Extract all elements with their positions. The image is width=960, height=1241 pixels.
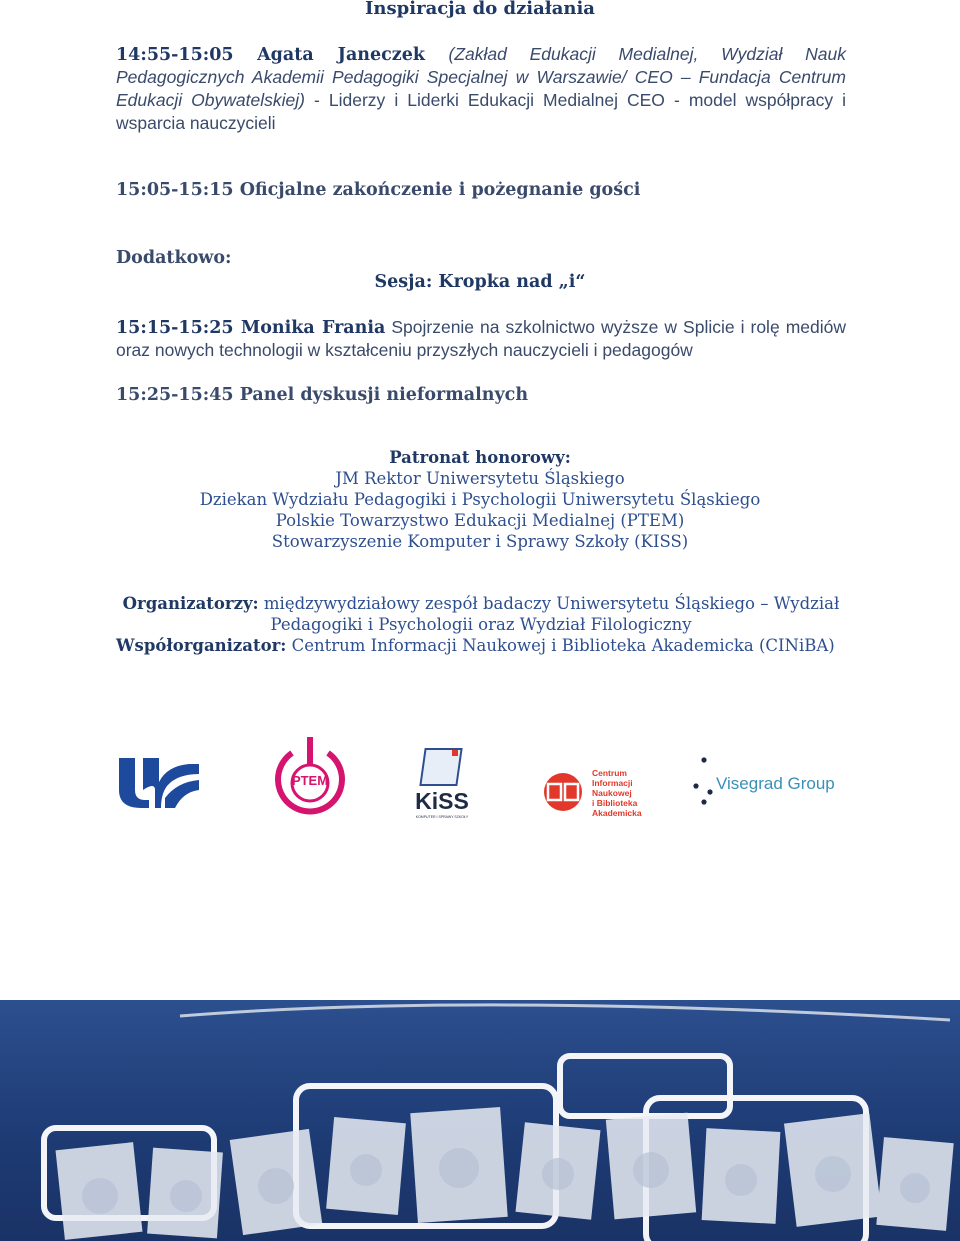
ptem-text: PTEM (291, 773, 329, 788)
speech-bubbles-graphic (0, 1000, 960, 1241)
patronage-line: Dziekan Wydziału Pedagogiki i Psychologii Uniwersytetu Śląskiego (199, 490, 761, 509)
session-title: Sesja: Kropka nad „i“ (374, 272, 586, 292)
ciniba-logo (540, 768, 640, 820)
item-time: 14:55-15:05 (116, 45, 234, 65)
item-topic: Spojrzenie na szkolnictwo wyższe w Splicie i rolę mediów oraz nowych technologii w kształceniu przyszłych nauczycieli i pedagogów (116, 317, 846, 360)
item-affiliation: (Zakład Edukacji Medialnej, Wydział Nauk Pedagogicznych Akademii Pedagogiki Specjalnej w Warszawie/ CEO – Fundacja Centrum Edukacji Obywatelskiej) (116, 44, 846, 110)
patronage-block (0, 447, 960, 552)
patronage-line: Polskie Towarzystwo Edukacji Medialnej (PTEM) (275, 511, 685, 530)
extra-label: Dodatkowo: (116, 248, 232, 268)
organizers-block (116, 593, 846, 656)
ptem-logo (262, 735, 358, 829)
visegrad-logo (692, 756, 842, 808)
page-title: Inspiracja do działania (365, 0, 595, 19)
kiss-text: KiSS (415, 788, 469, 814)
item-topic: - Liderzy i Liderki Edukacji Medialnej CEO - model współpracy i wsparcia nauczycieli (116, 90, 846, 133)
coorganizer-text: Centrum Informacji Naukowej i Biblioteka Akademicka (CINiBA) (286, 636, 835, 655)
agenda-item-panel: 15:25-15:45 Panel dyskusji nieformalnych (116, 385, 529, 405)
agenda-item-closing: 15:05-15:15 Oficjalne zakończenie i pożegnanie gości (116, 180, 641, 200)
organizers-text: międzywydziałowy zespół badaczy Uniwersytetu Śląskiego – Wydział Pedagogiki i Psychologii oraz Wydział Filologiczny (258, 594, 840, 634)
kiss-sub: KOMPUTER I SPRAWY SZKOŁY (415, 815, 469, 819)
item-time-speaker: 15:15-15:25 Monika Frania (116, 318, 386, 338)
organizers-label: Organizatorzy: (122, 594, 259, 613)
university-silesia-logo (115, 752, 201, 814)
organizers-line (116, 593, 846, 635)
agenda-item-frania (116, 316, 846, 362)
patronage-line: JM Rektor Uniwersytetu Śląskiego (335, 469, 625, 488)
coorganizer-label: Współorganizator: (116, 636, 287, 655)
agenda-item-janeczek (116, 43, 846, 135)
ciniba-text: Centrum Informacji Naukowej i Biblioteka Akademicka (592, 768, 642, 818)
patronage-line: Stowarzyszenie Komputer i Sprawy Szkoły (KISS) (271, 532, 689, 551)
decorative-banner (0, 1000, 960, 1241)
item-speaker: Agata Janeczek (257, 45, 426, 65)
coorganizer-line (116, 635, 846, 656)
visegrad-text: Visegrad Group (716, 774, 835, 793)
kiss-logo (414, 748, 470, 824)
patronage-label: Patronat honorowy: (389, 448, 571, 467)
kiss-accent-icon (452, 750, 458, 756)
